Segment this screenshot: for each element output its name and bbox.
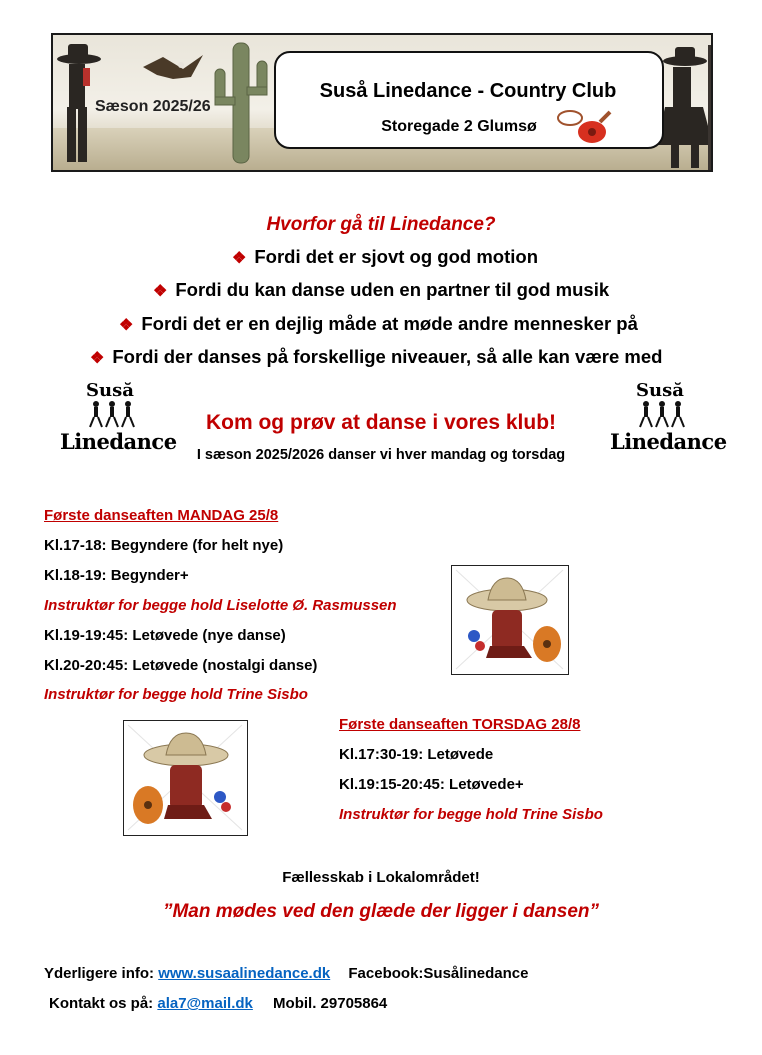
thursday-heading: Første danseaften TORSDAG 28/8 [339, 716, 581, 733]
contact-label: Kontakt os på: [49, 995, 154, 1012]
schedule-item: Kl.17-18: Begyndere (for helt nye) [44, 537, 284, 554]
instructor-line: Instruktør for begge hold Trine Sisbo [339, 806, 603, 823]
logo-line1: Susă [86, 380, 134, 401]
diamond-bullet-icon: ❖ [90, 350, 105, 367]
phone-number: Mobil. 29705864 [273, 995, 388, 1012]
diamond-bullet-icon: ❖ [232, 250, 247, 267]
reason-item [153, 279, 609, 301]
schedule-item: Kl.18-19: Begynder+ [44, 567, 189, 584]
quote-line: ”Man mødes ved den glæde der ligger i dansen” [162, 901, 600, 922]
reason-item [119, 313, 638, 335]
instructor-line: Instruktør for begge hold Liselotte Ø. Rasmussen [44, 597, 397, 614]
diamond-bullet-icon: ❖ [119, 317, 134, 334]
reason-text: Fordi der danses på forskellige niveauer, så alle kan være med [112, 346, 663, 367]
schedule-item: Kl.20-20:45: Letøvede (nostalgi danse) [44, 657, 318, 674]
schedule-item: Kl.19-19:45: Letøvede (nye danse) [44, 627, 286, 644]
lasso-guitar-icon [556, 106, 616, 148]
cowboy-boots-image [451, 565, 569, 675]
logo-line2: Linedance [60, 429, 177, 454]
season-line: I sæson 2025/2026 danser vi hver mandag og torsdag [196, 447, 566, 463]
reason-item [232, 246, 538, 268]
season-label: Sæson 2025/26 [95, 98, 211, 115]
reason-text: Fordi du kan danse uden en partner til god musik [175, 279, 610, 300]
instructor-line: Instruktør for begge hold Trine Sisbo [44, 686, 308, 703]
boots-hat-guitar-icon [452, 566, 567, 673]
club-title: Suså Linedance - Country Club [319, 80, 617, 102]
logo-line2: Linedance [610, 429, 727, 454]
cowboy-boots-image [123, 720, 248, 836]
schedule-item: Kl.17:30-19: Letøvede [339, 746, 494, 763]
reason-text: Fordi det er sjovt og god motion [254, 246, 538, 267]
club-address: Storegade 2 Glumsø [381, 118, 537, 135]
logo-line1: Susă [636, 380, 684, 401]
facebook-label: Facebook:Susålinedance [348, 965, 529, 982]
info-line [44, 965, 528, 982]
email-link[interactable]: ala7@mail.dk [157, 995, 253, 1012]
diamond-bullet-icon: ❖ [153, 283, 168, 300]
why-heading: Hvorfor gå til Linedance? [266, 214, 496, 235]
contact-line [49, 995, 387, 1012]
monday-heading: Første danseaften MANDAG 25/8 [44, 507, 279, 524]
reason-text: Fordi det er en dejlig måde at møde andre mennesker på [141, 313, 638, 334]
website-link[interactable]: www.susaalinedance.dk [158, 965, 331, 982]
invite-headline: Kom og prøv at danse i vores klub! [205, 411, 557, 434]
community-line: Fællesskab i Lokalområdet! [282, 869, 480, 886]
reason-item [90, 346, 662, 368]
boots-hat-guitar-icon [124, 721, 246, 834]
info-label: Yderligere info: [44, 965, 155, 982]
schedule-item: Kl.19:15-20:45: Letøvede+ [339, 776, 524, 793]
